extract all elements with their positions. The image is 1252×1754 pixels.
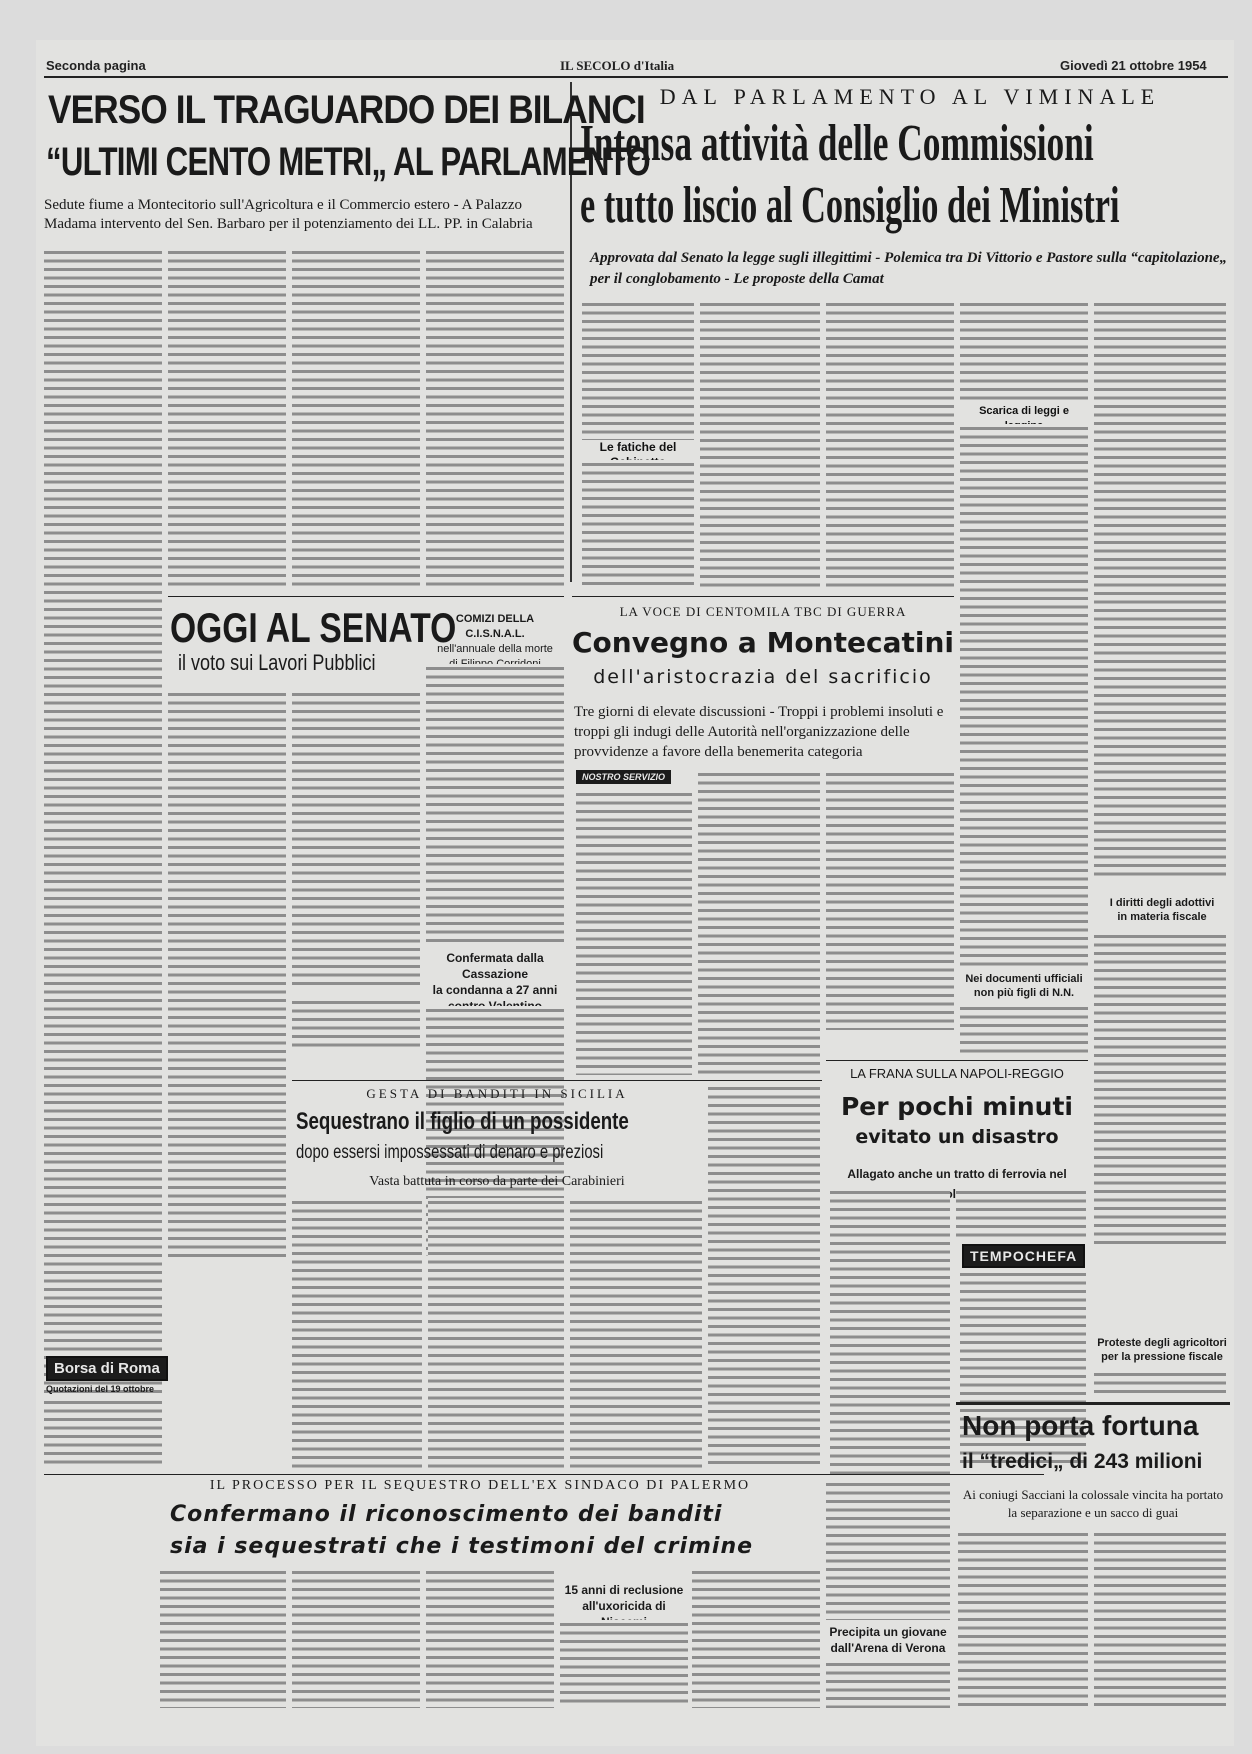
article-column xyxy=(826,1480,950,1620)
verona-line-1: Precipita un giovane xyxy=(829,1625,947,1639)
article-column xyxy=(582,300,694,450)
documenti-headline xyxy=(960,972,1088,1000)
senato-headline: OGGI AL SENATO xyxy=(170,604,457,651)
article-column xyxy=(292,690,420,990)
article-column xyxy=(826,770,954,1030)
processo-rule xyxy=(44,1474,1044,1475)
article-column xyxy=(576,790,692,1075)
article-column xyxy=(698,770,820,1075)
article-column xyxy=(168,248,286,588)
sicilia-deck: Vasta battuta in corso da parte dei Carabinieri xyxy=(369,1174,625,1189)
borsa-subtitle: Quotazioni del 19 ottobre xyxy=(46,1384,155,1394)
montecatini-subtitle: dell'aristocrazia del sacrificio xyxy=(593,666,933,688)
agricoltori-line-1: Proteste degli agricoltori xyxy=(1097,1337,1227,1349)
cassazione-line-1: Confermata dalla Cassazione xyxy=(446,951,544,981)
documenti-line-2: non più figli di N.N. xyxy=(973,987,1075,999)
article-column xyxy=(582,460,694,590)
article-column xyxy=(960,424,1088,969)
article-column xyxy=(1094,1530,1226,1708)
bilanci-headline-2: “ULTIMI CENTO METRI„ AL PARLAMENTO xyxy=(46,140,650,184)
processo-headline-2: sia i sequestrati che i testimoni del crimine xyxy=(170,1534,754,1559)
article-column xyxy=(168,690,286,1260)
viminale-subhead-fatiche: Le fatiche del xyxy=(582,440,694,470)
article-column xyxy=(560,1620,688,1708)
frana-headline-1: Per pochi minuti xyxy=(840,1092,1073,1121)
frana-rule xyxy=(826,1060,1088,1061)
newspaper-name: IL SECOLO d'Italia xyxy=(560,58,675,73)
article-column xyxy=(960,300,1088,400)
article-column xyxy=(700,300,820,590)
article-column xyxy=(1094,932,1226,1244)
bilanci-deck: Sedute fiume a Montecitorio sull'Agricoltura e il Commercio estero - A Palazzo Madama intervento del Sen. Barbaro per il potenziamento dei LL. PP. in Calabria xyxy=(44,197,533,232)
article-column xyxy=(826,1660,950,1708)
verona-line-2: dall'Arena di Verona xyxy=(830,1641,946,1655)
viminale-deck: Approvata dal Senato la legge sugli illegittimi - Polemica tra Di Vittorio e Pastore sulla “capitolazione„ per il conglobamento - Le proposte della Camat xyxy=(590,250,1228,287)
diritti-line-1: I diritti degli adottivi xyxy=(1109,897,1215,909)
nostro-servizio-label: NOSTRO SERVIZIO xyxy=(576,770,671,784)
comizi-line-1: COMIZI DELLA C.I.S.N.A.L. xyxy=(455,613,535,640)
masthead-rule xyxy=(44,76,1228,78)
montecatini-rule xyxy=(572,596,954,597)
article-column xyxy=(692,1568,820,1708)
sicilia-kicker: GESTA DI BANDITI IN SICILIA xyxy=(366,1086,628,1101)
viminale-headline-1: Intensa attività delle Commissioni xyxy=(580,115,1094,172)
senato-rule xyxy=(168,596,564,597)
documenti-line-1: Nei documenti ufficiali xyxy=(965,973,1083,985)
fortuna-headline: Non porta fortuna xyxy=(962,1410,1199,1441)
article-column xyxy=(292,1198,422,1468)
fortuna-subtitle: il “tredici„ di 243 milioni xyxy=(962,1450,1203,1473)
frana-headline-2: evitato un disastro xyxy=(855,1126,1059,1148)
article-column xyxy=(44,248,162,1408)
article-column xyxy=(570,1198,702,1468)
article-column xyxy=(292,248,420,588)
fortuna-rule xyxy=(956,1402,1230,1405)
article-column xyxy=(292,1568,420,1708)
agricoltori-line-2: per la pressione fiscale xyxy=(1101,1351,1223,1363)
viminale-subhead-scarica: Scarica di leggi e xyxy=(960,404,1088,434)
frana-kicker: LA FRANA SULLA NAPOLI-REGGIO xyxy=(850,1066,1064,1081)
borsa-title: Borsa di Roma xyxy=(46,1356,168,1381)
montecatini-kicker: LA VOCE DI CENTOMILA TBC DI GUERRA xyxy=(619,604,907,619)
tempochefa-label: TEMPOCHEFA xyxy=(962,1244,1085,1268)
frana-deck: Allagato anche un tratto di ferrovia nel xyxy=(847,1167,1067,1181)
article-column xyxy=(826,300,954,590)
cassazione-line-2: la condanna a 27 anni xyxy=(432,983,558,997)
article-column xyxy=(426,248,564,588)
article-column xyxy=(960,1004,1088,1058)
viminale-headline-2: e tutto liscio al Consiglio dei Ministri xyxy=(580,177,1120,234)
verona-headline xyxy=(826,1624,950,1656)
article-column xyxy=(292,998,420,1048)
article-column xyxy=(160,1568,286,1708)
article-column xyxy=(426,1568,554,1708)
article-column xyxy=(830,1188,950,1474)
processo-headline-1: Confermano il riconoscimento dei banditi xyxy=(170,1502,723,1527)
sicilia-headline: Sequestrano il figlio di un possidente xyxy=(296,1108,629,1135)
sicilia-subtitle: dopo essersi impossessati di denaro e preziosi xyxy=(296,1142,604,1163)
comizi-headline xyxy=(426,612,564,672)
senato-subtitle: il voto sui Lavori Pubblici xyxy=(178,650,376,675)
article-column xyxy=(426,664,564,944)
borsa-column xyxy=(44,1398,162,1468)
article-column xyxy=(428,1198,564,1468)
issue-date: Giovedì 21 ottobre 1954 xyxy=(1060,58,1207,73)
article-column xyxy=(1094,1370,1226,1394)
bilanci-headline-1: VERSO IL TRAGUARDO DEI BILANCI xyxy=(48,88,645,132)
diritti-headline xyxy=(1094,896,1230,924)
fortuna-deck: Ai coniugi Sacciani la colossale vincita ha portato la separazione e un sacco di guai xyxy=(962,1487,1224,1520)
article-column xyxy=(1094,300,1226,880)
comizi-line-2: nell'annuale della morte xyxy=(437,643,553,655)
page-label: Seconda pagina xyxy=(46,58,146,73)
montecatini-deck: Tre giorni di elevate discussioni - Troppi i problemi insoluti e troppi gli indugi delle Autorità nell'organizzazione delle provvidenze a favore della benemerita categoria xyxy=(574,704,944,760)
viminale-kicker: DAL PARLAMENTO AL VIMINALE xyxy=(659,84,1161,109)
montecatini-headline: Convegno a Montecatini xyxy=(572,626,954,659)
processo-kicker: IL PROCESSO PER IL SEQUESTRO DELL'EX SINDACO DI PALERMO xyxy=(209,1478,751,1493)
niscemi-line-1: 15 anni di reclusione xyxy=(564,1583,684,1597)
niscemi-line-2: all'uxoricida di xyxy=(582,1599,666,1613)
agricoltori-headline xyxy=(1094,1336,1230,1364)
sicilia-rule xyxy=(292,1080,822,1081)
diritti-line-2: in materia fiscale xyxy=(1117,911,1207,923)
article-column xyxy=(708,1084,820,1468)
article-column xyxy=(958,1530,1088,1708)
article-column xyxy=(956,1188,1086,1240)
